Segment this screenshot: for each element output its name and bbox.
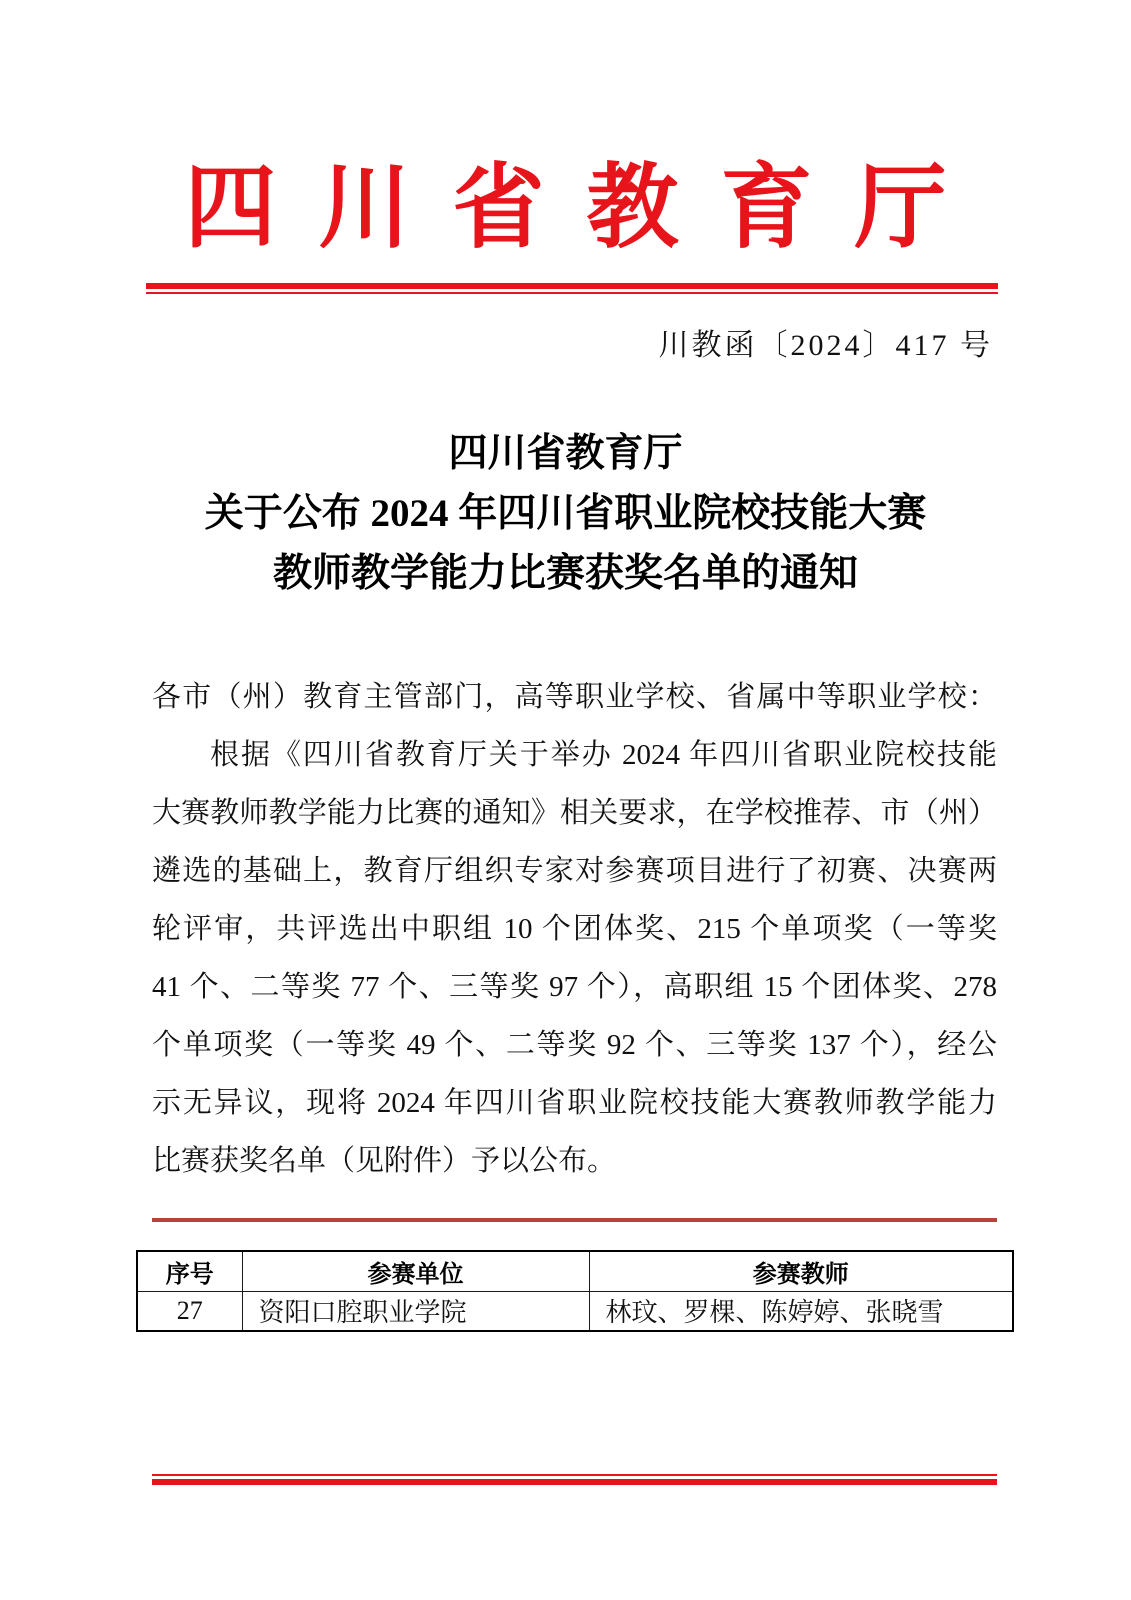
notice-title-line-1: 四川省教育厅: [448, 432, 683, 475]
rule-thick-bar: [152, 1479, 997, 1485]
header-cell-index: 序号: [137, 1251, 242, 1291]
letterhead-double-rule: [146, 283, 998, 294]
rule-thin-bar: [146, 292, 998, 294]
separator-rule: [152, 1218, 997, 1222]
cell-teachers: 林玟、罗棵、陈婷婷、张晓雪: [589, 1291, 1013, 1331]
cell-index: 27: [137, 1291, 242, 1331]
document-number: 川教函〔2024〕417 号: [658, 329, 993, 362]
awards-table: [136, 1250, 1014, 1332]
body-line: 根据《四川省教育厅关于举办 2024 年四川省职业院校技能: [210, 739, 997, 771]
header-cell-unit: 参赛单位: [242, 1251, 589, 1291]
notice-title-line-2: 关于公布 2024 年四川省职业院校技能大赛: [204, 492, 927, 535]
table-row: [137, 1291, 1013, 1331]
body-line: 个单项奖（一等奖 49 个、二等奖 92 个、三等奖 137 个），经公: [152, 1029, 997, 1061]
notice-title-line-3: 教师教学能力比赛获奖名单的通知: [272, 552, 858, 595]
body-line: 轮评审，共评选出中职组 10 个团体奖、215 个单项奖（一等奖: [152, 913, 997, 945]
body-line: 遴选的基础上，教育厅组织专家对参赛项目进行了初赛、决赛两: [152, 855, 997, 887]
footer-double-rule: [152, 1474, 997, 1485]
letterhead-agency-title: 四川省教育厅: [184, 157, 989, 259]
body-line: 大赛教师教学能力比赛的通知》相关要求，在学校推荐、市（州）: [152, 797, 997, 829]
notice-body: [152, 668, 997, 1190]
table-header-row: [137, 1251, 1013, 1291]
cell-unit: 资阳口腔职业学院: [242, 1291, 589, 1331]
body-line: 示无异议，现将 2024 年四川省职业院校技能大赛教师教学能力: [152, 1087, 997, 1119]
body-line: 41 个、二等奖 77 个、三等奖 97 个），高职组 15 个团体奖、278: [152, 971, 997, 1003]
body-line-closing: 比赛获奖名单（见附件）予以公布。: [152, 1145, 617, 1177]
header-cell-teachers: 参赛教师: [589, 1251, 1013, 1291]
body-line-salutation: 各市（州）教育主管部门，高等职业学校、省属中等职业学校：: [152, 681, 997, 713]
awards-table-container: [136, 1250, 1014, 1332]
notice-title: [0, 424, 1131, 604]
